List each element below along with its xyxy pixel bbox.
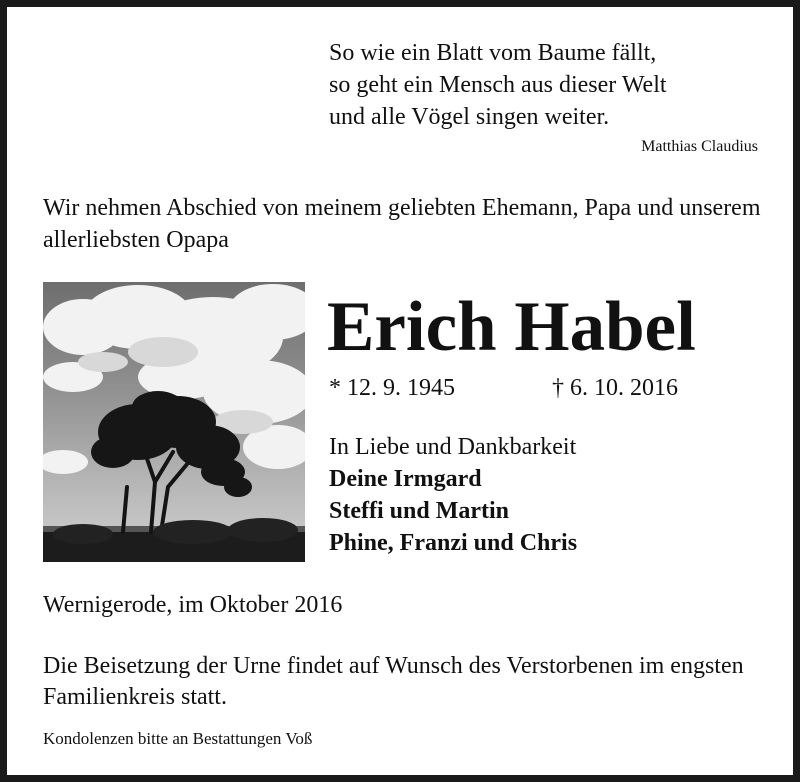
poem-author: Matthias Claudius bbox=[641, 138, 758, 155]
mourner-name: Phine, Franzi und Chris bbox=[329, 530, 578, 556]
poem-line: So wie ein Blatt vom Baume fällt, bbox=[329, 40, 657, 66]
deceased-name: Erich Habel bbox=[327, 288, 696, 366]
mourners-intro: In Liebe und Dankbarkeit bbox=[329, 434, 577, 460]
mourner-name: Steffi und Martin bbox=[329, 498, 509, 524]
death-date: † 6. 10. 2016 bbox=[552, 375, 678, 401]
condolences-note: Kondolenzen bitte an Bestattungen Voß bbox=[43, 729, 313, 748]
poem-line: so geht ein Mensch aus dieser Welt bbox=[329, 72, 667, 98]
burial-note: Die Beisetzung der Urne findet auf Wunsch des Verstorbenen im engsten Familienkreis statt. bbox=[43, 653, 744, 710]
poem bbox=[329, 37, 667, 133]
birth-date: * 12. 9. 1945 bbox=[329, 375, 455, 401]
place-date: Wernigerode, im Oktober 2016 bbox=[43, 592, 343, 618]
poem-line: und alle Vögel singen weiter. bbox=[329, 104, 610, 130]
farewell-text: Wir nehmen Abschied von meinem geliebten Ehemann, Papa und unserem allerliebsten Opapa bbox=[43, 195, 761, 253]
mourners-block bbox=[329, 431, 577, 559]
mourner-name: Deine Irmgard bbox=[329, 466, 482, 492]
memorial-photo bbox=[43, 282, 305, 562]
